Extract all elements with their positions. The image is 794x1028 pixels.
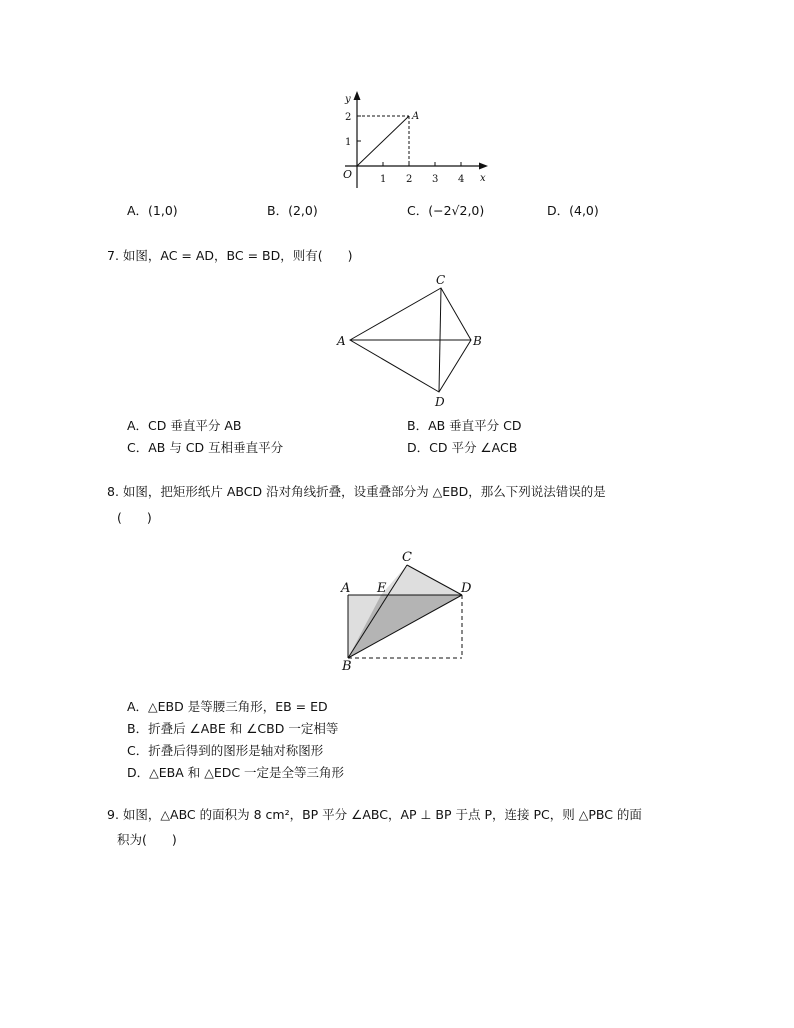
label-y-1: 1 [345,137,352,148]
q9-stem-line2: 积为( ) [117,832,177,847]
q7-option-a[interactable]: A．CD 垂直平分 AB [127,418,242,433]
q7-option-d[interactable]: D．CD 平分 ∠ACB [407,440,518,455]
q8-option-b[interactable]: B．折叠后 ∠ABE 和 ∠CBD 一定相等 [127,721,339,736]
y-axis-arrow [354,91,361,100]
q8-option-c[interactable]: C．折叠后得到的图形是轴对称图形 [127,743,324,758]
label-origin: O [343,168,353,181]
q6-option-c[interactable]: C．(−2√2,0) [407,203,485,218]
q9-stem-line1: 9. 如图，△ABC 的面积为 8 cm²，BP 平分 ∠ABC，AP ⊥ BP 于点 P，连接 PC，则 △PBC 的面 [107,807,642,822]
label-a: A [341,581,351,596]
label-c: C [436,273,446,287]
segment-oa [357,116,409,166]
q8-stem-line2: ( ) [117,510,152,525]
label-point-a: A [412,111,420,122]
label-a: A [337,334,346,348]
q6-coordinate-figure [325,88,500,198]
label-b: B [342,659,352,674]
label-x: x [480,173,486,184]
q8-fold-figure [334,545,479,675]
q8-option-d[interactable]: D．△EBA 和 △EDC 一定是全等三角形 [127,765,345,780]
label-c: C [402,550,412,565]
label-d: D [435,395,445,409]
q7-stem: 7. 如图，AC = AD，BC = BD，则有( ) [107,248,353,263]
label-y-2: 2 [345,112,352,123]
label-x-3: 3 [432,174,439,185]
region-ecd [381,565,462,595]
q6-option-b[interactable]: B．(2,0) [267,203,318,218]
label-e: E [377,581,387,596]
q6-option-a[interactable]: A．(1,0) [127,203,178,218]
q7-option-c[interactable]: C．AB 与 CD 互相垂直平分 [127,440,284,455]
label-d: D [461,581,472,596]
q8-option-a[interactable]: A．△EBD 是等腰三角形，EB = ED [127,699,328,714]
x-axis-arrow [479,163,488,170]
q7-kite-figure [332,268,492,413]
label-x-4: 4 [458,174,465,185]
label-x-2: 2 [406,174,413,185]
label-y: y [345,94,351,105]
q7-option-b[interactable]: B．AB 垂直平分 CD [407,418,522,433]
q8-stem-line1: 8. 如图，把矩形纸片 ABCD 沿对角线折叠，设重叠部分为 △EBD，那么下列说法错误的是 [107,484,606,499]
label-b: B [473,334,482,348]
label-x-1: 1 [380,174,387,185]
q6-option-d[interactable]: D．(4,0) [547,203,599,218]
